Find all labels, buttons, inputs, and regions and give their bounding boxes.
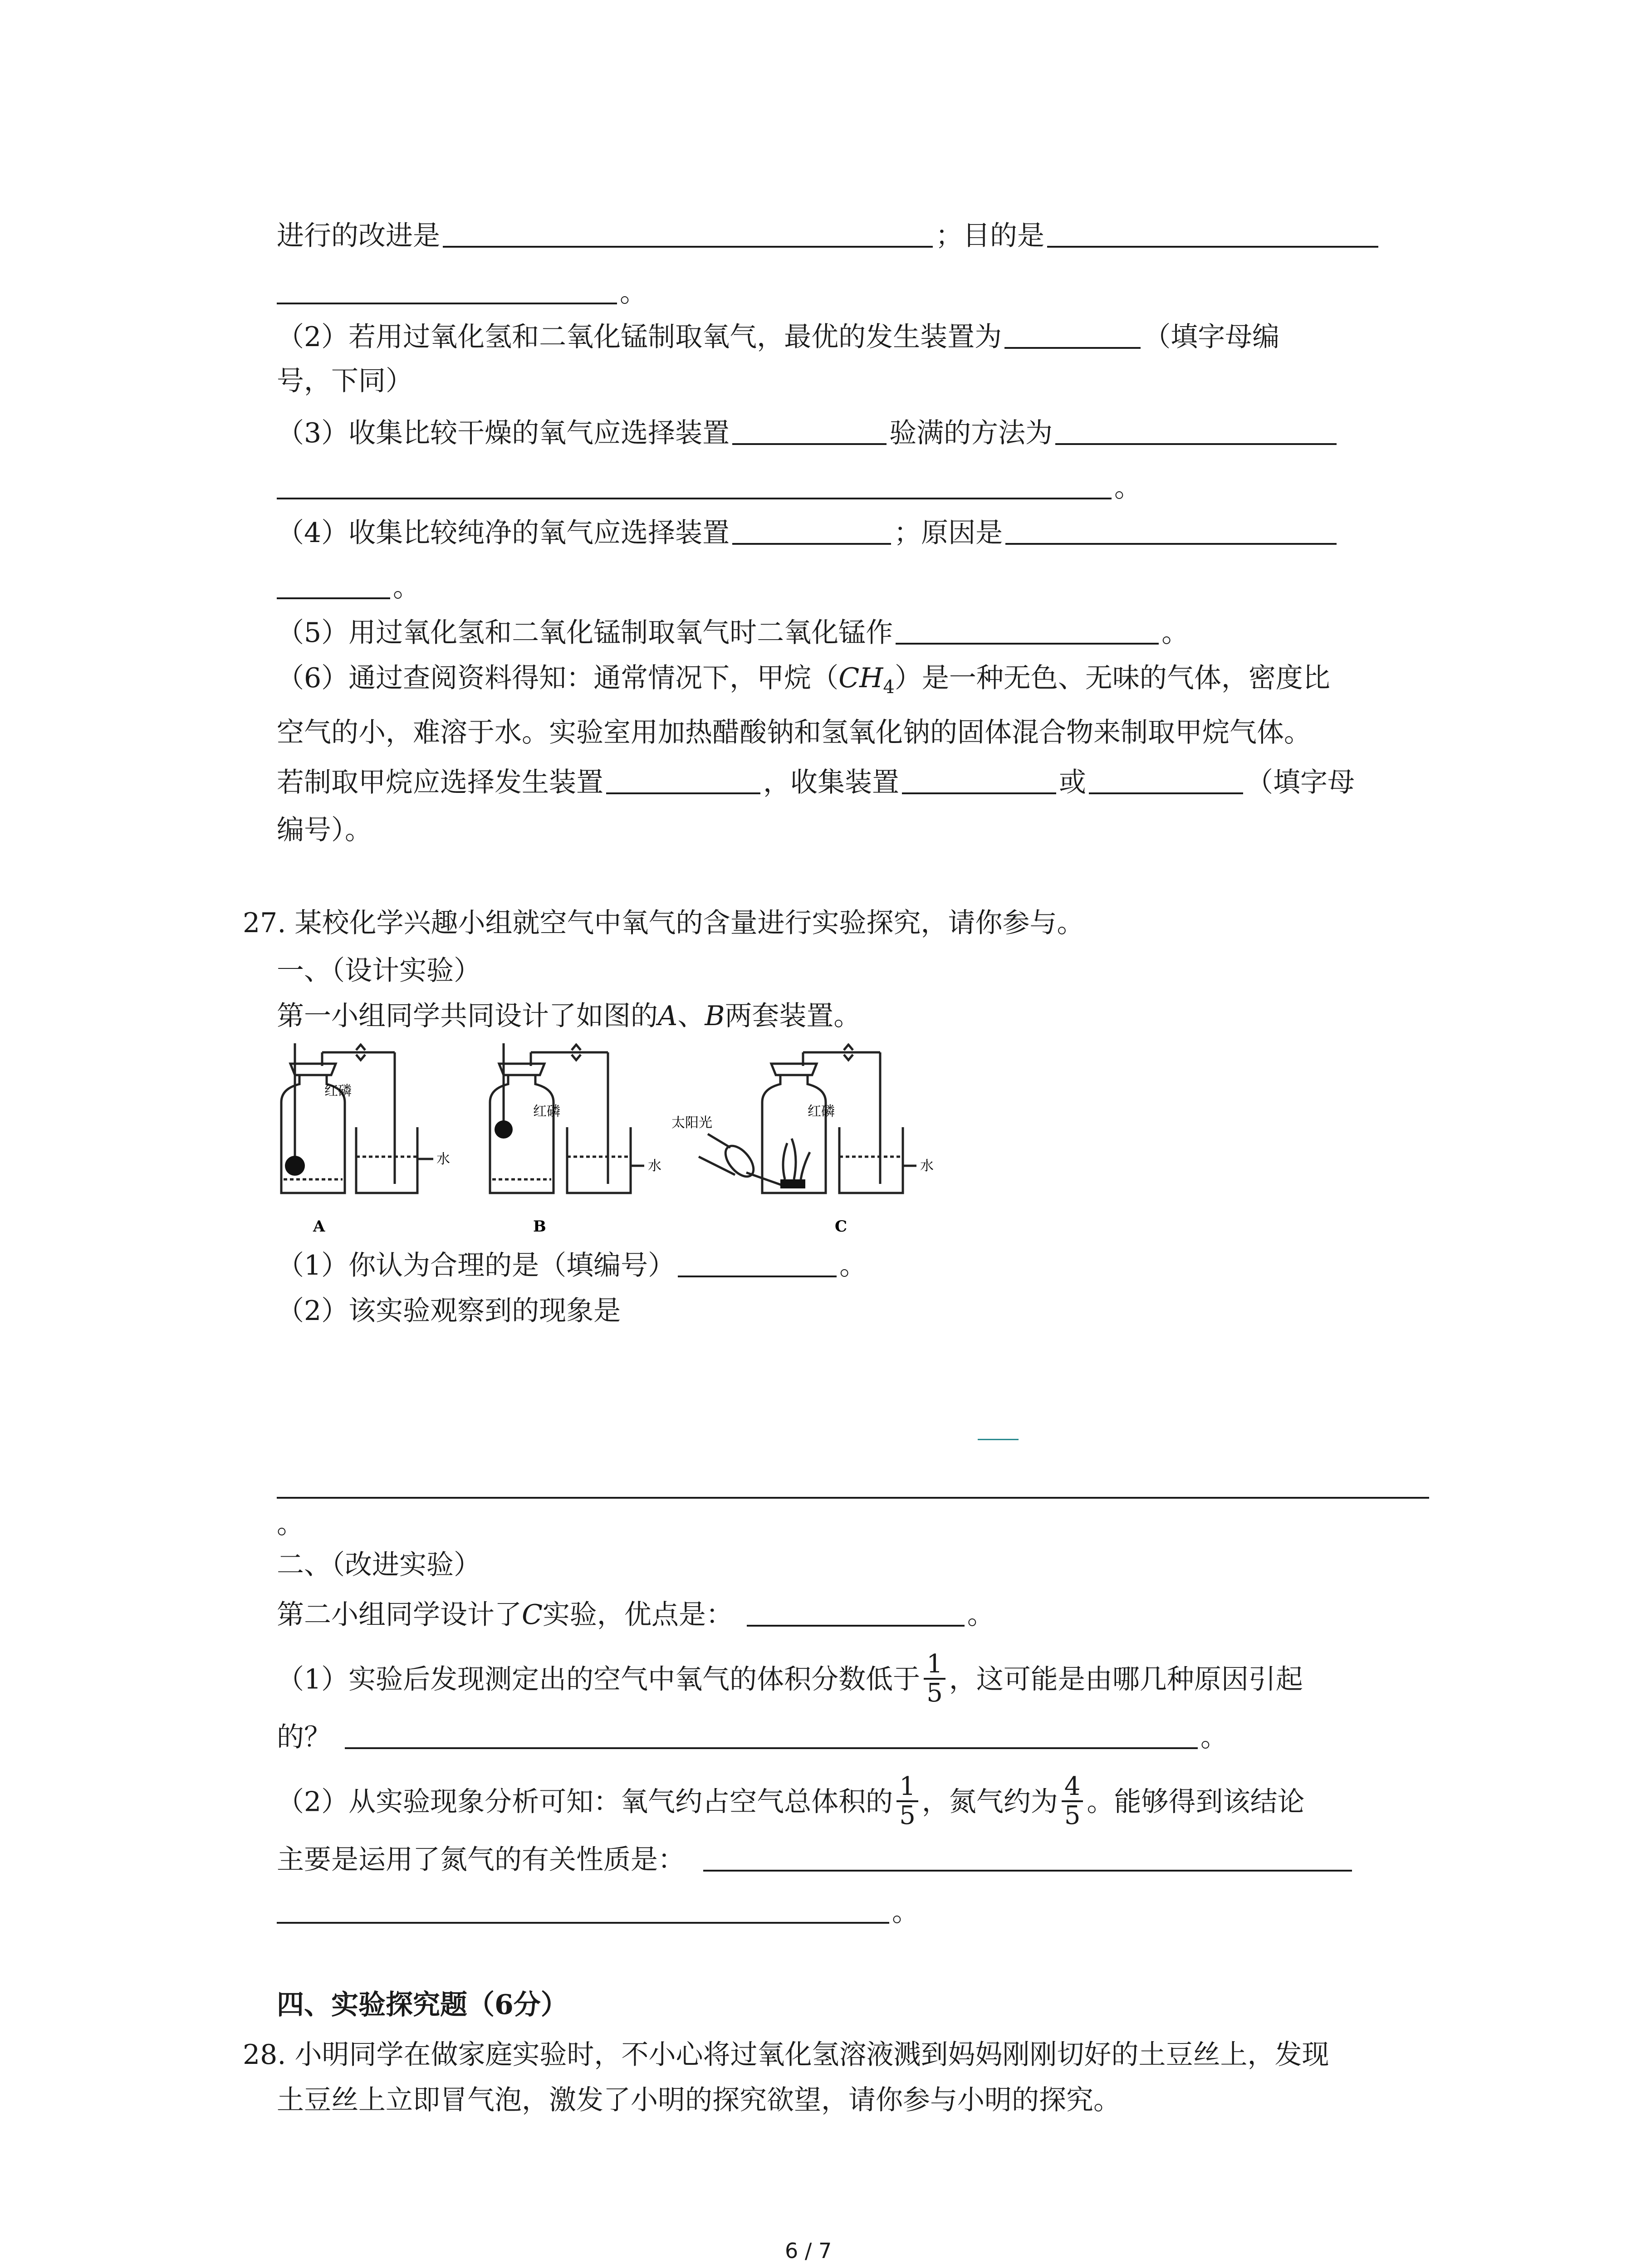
answer-blank[interactable] [277, 470, 1112, 499]
answer-blank[interactable] [678, 1248, 837, 1277]
label-red-phosphorus-b: 红磷 [533, 1104, 560, 1119]
q26-part-6-line-3: 若制取甲烷应选择发生装置 ，收集装置 或 （填字母 [277, 764, 1355, 801]
page-number: 6 / 7 [785, 2239, 832, 2263]
apparatus-a [281, 1043, 433, 1193]
answer-blank[interactable] [902, 765, 1056, 794]
caption-b: B [533, 1217, 546, 1236]
q27-improved-text: 第二小组同学设计了C实验，优点是： 。 [277, 1597, 994, 1633]
label-water-b: 水 [648, 1158, 661, 1174]
caption-a: A [313, 1217, 325, 1236]
answer-blank[interactable] [277, 1895, 889, 1924]
caption-c: C [835, 1217, 847, 1236]
fraction-four-fifths: $\frac{4}{5}$ [1062, 1773, 1083, 1829]
q28-line-1: 28. 小明同学在做家庭实验时，不小心将过氧化氢溶液溅到妈妈刚刚切好的土豆丝上，发现 [243, 2039, 1329, 2071]
q27-question-1: （1）你认为合理的是（填编号） 。 [277, 1247, 867, 1284]
q27-question-2-end: 。 [277, 1508, 304, 1540]
label-red-phosphorus-c: 红磷 [808, 1104, 835, 1119]
section-4-title: 四、实验探究题（6分） [277, 1989, 568, 2021]
q26-part-2: （2）若用过氧化氢和二氧化锰制取氧气，最优的发生装置为 （填字母编 [277, 319, 1279, 355]
q26-line-2: 。 [277, 274, 647, 311]
answer-blank[interactable] [443, 219, 933, 248]
q27-design-text: 第一小组同学共同设计了如图的A、B两套装置。 [277, 1000, 861, 1032]
label-water-c: 水 [920, 1158, 934, 1174]
answer-blank[interactable] [345, 1720, 1198, 1749]
q27-reason-1-cont: 的？ 。 [277, 1719, 1228, 1755]
q27-section-1: 一、（设计实验） [277, 955, 481, 987]
q27-section-2: 二、（改进实验） [277, 1549, 481, 1581]
answer-blank[interactable] [1047, 219, 1378, 248]
q27-stem: 27. 某校化学兴趣小组就空气中氧气的含量进行实验探究，请你参与。 [243, 907, 1084, 939]
answer-blank[interactable] [277, 570, 390, 599]
label-red-phosphorus-a: 红磷 [324, 1083, 352, 1099]
q26-line-1: 进行的改进是 ；目的是 [277, 218, 1381, 254]
q27-reason-1: （1）实验后发现测定出的空气中氧气的体积分数低于 $\frac{1}{5}$ ，这可能是由哪几种原因引起 [277, 1649, 1303, 1708]
answer-blank[interactable] [277, 275, 617, 304]
label-water-a: 水 [436, 1151, 450, 1167]
q26-part-4: （4）收集比较纯净的氧气应选择装置 ；原因是 [277, 515, 1339, 551]
q27-question-2: （2）该实验观察到的现象是 [277, 1295, 621, 1327]
answer-blank[interactable] [1089, 765, 1243, 794]
answer-blank[interactable] [606, 765, 760, 794]
q27-reason-2-cont: 主要是运用了氮气的有关性质是： [277, 1842, 1355, 1878]
answer-blank[interactable] [703, 1843, 1352, 1872]
apparatus-b [490, 1043, 644, 1193]
q26-part-6-line-4: 编号）。 [277, 814, 372, 846]
q27-reason-2-end: 。 [277, 1894, 919, 1930]
answer-blank[interactable] [1005, 516, 1337, 545]
answer-blank[interactable] [732, 416, 887, 445]
answer-blank[interactable] [1055, 416, 1337, 445]
answer-blank[interactable] [896, 616, 1159, 645]
q26-part-6: （6）通过查阅资料得知：通常情况下，甲烷$(CH_4)$是一种无色、无味的气体，密度比 [277, 662, 1330, 698]
q26-part-6-line-2: 空气的小，难溶于水。实验室用加热醋酸钠和氢氧化钠的固体混合物来制取甲烷气体。 [277, 717, 1311, 748]
apparatus-figure [272, 1043, 998, 1256]
q26-part-3: （3）收集比较干燥的氧气应选择装置 验满的方法为 [277, 415, 1339, 451]
q26-part-5: （5）用过氧化氢和二氧化锰制取氧气时二氧化锰作 。 [277, 615, 1189, 651]
decorative-mark [978, 1439, 1019, 1440]
q26-part-4-cont: 。 [277, 569, 420, 606]
q27-reason-2: （2）从实验现象分析可知：氧气约占空气总体积的 $\frac{1}{5}$ ，氮气约为 $\frac{4}{5}$ 。能够得到该结论 [277, 1772, 1305, 1830]
answer-blank[interactable] [732, 516, 891, 545]
answer-blank[interactable] [747, 1598, 965, 1627]
fraction-one-fifth: $\frac{1}{5}$ [924, 1651, 945, 1707]
q28-line-2: 土豆丝上立即冒气泡，激发了小明的探究欲望，请你参与小明的探究。 [277, 2084, 1121, 2116]
label-sunlight: 太阳光 [671, 1115, 712, 1131]
fraction-one-fifth: $\frac{1}{5}$ [896, 1773, 918, 1829]
q26-part-2-cont: 号，下同） [277, 365, 413, 397]
answer-blank[interactable] [1004, 320, 1141, 349]
q26-part-3-cont: 。 [277, 469, 1141, 506]
answer-line[interactable] [277, 1497, 1429, 1499]
